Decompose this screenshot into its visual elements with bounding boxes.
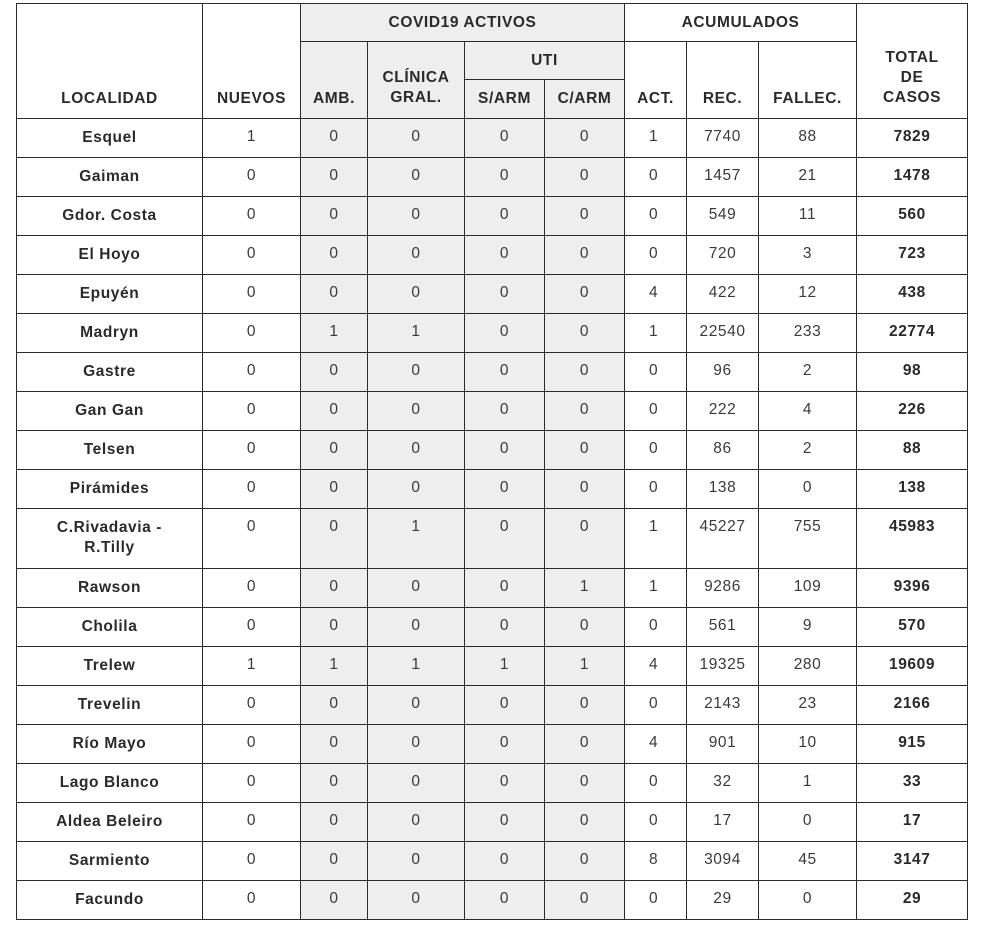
- cell-uti-c-arm: 0: [545, 608, 625, 647]
- cell-fallec: 0: [759, 803, 857, 842]
- cell-nuevos: 0: [203, 275, 301, 314]
- cell-amb: 1: [301, 647, 368, 686]
- cell-fallec: 3: [759, 236, 857, 275]
- cell-uti-c-arm: 0: [545, 842, 625, 881]
- cell-act: 1: [625, 569, 687, 608]
- cell-localidad: Sarmiento: [17, 842, 203, 881]
- cell-clinica-gral: 0: [368, 158, 465, 197]
- cell-localidad: El Hoyo: [17, 236, 203, 275]
- cell-fallec: 12: [759, 275, 857, 314]
- cell-rec: 549: [687, 197, 759, 236]
- cell-fallec: 2: [759, 353, 857, 392]
- cell-localidad: Aldea Beleiro: [17, 803, 203, 842]
- cell-uti-c-arm: 0: [545, 509, 625, 569]
- cell-uti-c-arm: 0: [545, 353, 625, 392]
- cell-act: 4: [625, 275, 687, 314]
- cell-nuevos: 0: [203, 725, 301, 764]
- cell-nuevos: 0: [203, 764, 301, 803]
- cell-nuevos: 0: [203, 881, 301, 920]
- cell-rec: 19325: [687, 647, 759, 686]
- cell-localidad: Río Mayo: [17, 725, 203, 764]
- table-row: [17, 158, 968, 197]
- cell-uti-s-arm: 1: [465, 647, 545, 686]
- cell-uti-c-arm: 0: [545, 725, 625, 764]
- cell-rec: 2143: [687, 686, 759, 725]
- cell-nuevos: 0: [203, 392, 301, 431]
- cell-act: 0: [625, 608, 687, 647]
- cell-rec: 7740: [687, 119, 759, 158]
- cell-localidad: Trevelin: [17, 686, 203, 725]
- cell-uti-s-arm: 0: [465, 158, 545, 197]
- cell-uti-c-arm: 0: [545, 158, 625, 197]
- cell-nuevos: 0: [203, 842, 301, 881]
- cell-uti-s-arm: 0: [465, 275, 545, 314]
- cell-total-casos: 19609: [857, 647, 968, 686]
- header-acumulados: ACUMULADOS: [625, 4, 857, 42]
- cell-total-casos: 138: [857, 470, 968, 509]
- table-row: [17, 764, 968, 803]
- cell-total-casos: 7829: [857, 119, 968, 158]
- cell-act: 0: [625, 470, 687, 509]
- cell-localidad: Lago Blanco: [17, 764, 203, 803]
- cell-nuevos: 0: [203, 197, 301, 236]
- table-row: [17, 686, 968, 725]
- cell-amb: 0: [301, 569, 368, 608]
- cell-uti-s-arm: 0: [465, 431, 545, 470]
- cell-amb: 1: [301, 314, 368, 353]
- cell-rec: 29: [687, 881, 759, 920]
- cell-act: 0: [625, 236, 687, 275]
- cell-localidad: Esquel: [17, 119, 203, 158]
- cell-clinica-gral: 0: [368, 608, 465, 647]
- cell-total-casos: 560: [857, 197, 968, 236]
- cell-uti-s-arm: 0: [465, 686, 545, 725]
- header-clinica-gral: [368, 42, 465, 119]
- cell-nuevos: 0: [203, 608, 301, 647]
- cell-act: 0: [625, 881, 687, 920]
- cell-clinica-gral: 0: [368, 431, 465, 470]
- cell-uti-c-arm: 0: [545, 764, 625, 803]
- header-covid19-activos: COVID19 ACTIVOS: [301, 4, 625, 42]
- cell-localidad-line2: R.Tilly: [84, 539, 135, 556]
- cell-clinica-gral: 0: [368, 764, 465, 803]
- cell-act: 8: [625, 842, 687, 881]
- table-row: [17, 608, 968, 647]
- cell-amb: 0: [301, 275, 368, 314]
- cell-total-casos: 88: [857, 431, 968, 470]
- cell-localidad: Gastre: [17, 353, 203, 392]
- cell-fallec: 88: [759, 119, 857, 158]
- cell-uti-s-arm: 0: [465, 236, 545, 275]
- cell-localidad-line1: C.Rivadavia -: [56, 519, 163, 536]
- cell-uti-s-arm: 0: [465, 197, 545, 236]
- table-row: [17, 314, 968, 353]
- header-clinica-line1: CLÍNICA: [382, 69, 450, 86]
- cell-rec: 720: [687, 236, 759, 275]
- cell-uti-c-arm: 0: [545, 431, 625, 470]
- cell-nuevos: 0: [203, 803, 301, 842]
- cell-localidad: Cholila: [17, 608, 203, 647]
- cell-uti-s-arm: 0: [465, 392, 545, 431]
- cell-rec: 561: [687, 608, 759, 647]
- cell-total-casos: 9396: [857, 569, 968, 608]
- cell-amb: 0: [301, 353, 368, 392]
- cell-fallec: 10: [759, 725, 857, 764]
- cell-clinica-gral: 0: [368, 392, 465, 431]
- cell-uti-c-arm: 0: [545, 197, 625, 236]
- table-row: [17, 647, 968, 686]
- cell-uti-s-arm: 0: [465, 119, 545, 158]
- cell-total-casos: 33: [857, 764, 968, 803]
- cell-uti-s-arm: 0: [465, 842, 545, 881]
- cell-rec: 22540: [687, 314, 759, 353]
- cell-amb: 0: [301, 842, 368, 881]
- header-clinica-line2: GRAL.: [390, 89, 442, 106]
- header-amb: AMB.: [301, 42, 368, 119]
- cell-rec: 422: [687, 275, 759, 314]
- cell-clinica-gral: 1: [368, 647, 465, 686]
- cell-act: 0: [625, 158, 687, 197]
- table-row: [17, 725, 968, 764]
- cell-rec: 86: [687, 431, 759, 470]
- cell-nuevos: 1: [203, 119, 301, 158]
- cell-clinica-gral: 0: [368, 236, 465, 275]
- cell-amb: 0: [301, 236, 368, 275]
- cell-total-casos: 915: [857, 725, 968, 764]
- cell-act: 0: [625, 431, 687, 470]
- cell-nuevos: 0: [203, 431, 301, 470]
- cell-clinica-gral: 0: [368, 686, 465, 725]
- cell-total-casos: 570: [857, 608, 968, 647]
- header-uti: UTI: [465, 42, 625, 80]
- table-row: [17, 842, 968, 881]
- table-header: [17, 4, 968, 119]
- cell-total-casos: 723: [857, 236, 968, 275]
- cell-total-casos: 45983: [857, 509, 968, 569]
- cell-total-casos: 3147: [857, 842, 968, 881]
- table-row: [17, 392, 968, 431]
- cell-total-casos: 226: [857, 392, 968, 431]
- cell-nuevos: 0: [203, 236, 301, 275]
- table-row: [17, 197, 968, 236]
- cell-amb: 0: [301, 158, 368, 197]
- cell-localidad: Facundo: [17, 881, 203, 920]
- cell-amb: 0: [301, 686, 368, 725]
- cell-nuevos: 0: [203, 509, 301, 569]
- cell-uti-s-arm: 0: [465, 881, 545, 920]
- cell-fallec: 1: [759, 764, 857, 803]
- cell-fallec: 21: [759, 158, 857, 197]
- table-row: [17, 509, 968, 569]
- cell-amb: 0: [301, 803, 368, 842]
- table-row: [17, 275, 968, 314]
- cell-rec: 9286: [687, 569, 759, 608]
- cell-clinica-gral: 0: [368, 470, 465, 509]
- cell-localidad: Telsen: [17, 431, 203, 470]
- cell-act: 0: [625, 803, 687, 842]
- cell-fallec: 9: [759, 608, 857, 647]
- table-row: [17, 470, 968, 509]
- cell-clinica-gral: 1: [368, 509, 465, 569]
- cell-nuevos: 0: [203, 686, 301, 725]
- cell-fallec: 2: [759, 431, 857, 470]
- cell-uti-s-arm: 0: [465, 803, 545, 842]
- cell-clinica-gral: 1: [368, 314, 465, 353]
- cell-nuevos: 0: [203, 353, 301, 392]
- cell-amb: 0: [301, 725, 368, 764]
- cell-nuevos: 0: [203, 158, 301, 197]
- cell-localidad: Gaiman: [17, 158, 203, 197]
- cell-fallec: 0: [759, 470, 857, 509]
- cell-uti-c-arm: 0: [545, 392, 625, 431]
- cell-localidad: Rawson: [17, 569, 203, 608]
- cell-total-casos: 438: [857, 275, 968, 314]
- cell-total-casos: 2166: [857, 686, 968, 725]
- cell-amb: 0: [301, 608, 368, 647]
- cell-total-casos: 1478: [857, 158, 968, 197]
- cell-uti-c-arm: 0: [545, 236, 625, 275]
- cell-rec: 138: [687, 470, 759, 509]
- table-row: [17, 803, 968, 842]
- cell-amb: 0: [301, 470, 368, 509]
- cell-fallec: 11: [759, 197, 857, 236]
- header-fallec: FALLEC.: [759, 42, 857, 119]
- cell-uti-c-arm: 0: [545, 470, 625, 509]
- cell-localidad: Epuyén: [17, 275, 203, 314]
- cell-uti-c-arm: 1: [545, 569, 625, 608]
- cell-amb: 0: [301, 764, 368, 803]
- header-total-line2: DE: [900, 69, 924, 86]
- header-total-casos: [857, 4, 968, 119]
- cell-act: 0: [625, 764, 687, 803]
- cell-rec: 222: [687, 392, 759, 431]
- cell-uti-c-arm: 1: [545, 647, 625, 686]
- cell-act: 1: [625, 119, 687, 158]
- cell-rec: 3094: [687, 842, 759, 881]
- table-row: [17, 119, 968, 158]
- cell-act: 4: [625, 725, 687, 764]
- cell-uti-c-arm: 0: [545, 314, 625, 353]
- cell-uti-c-arm: 0: [545, 803, 625, 842]
- cell-clinica-gral: 0: [368, 881, 465, 920]
- table-row: [17, 569, 968, 608]
- cell-uti-c-arm: 0: [545, 881, 625, 920]
- cell-nuevos: 0: [203, 314, 301, 353]
- cell-amb: 0: [301, 392, 368, 431]
- cell-rec: 17: [687, 803, 759, 842]
- cell-rec: 96: [687, 353, 759, 392]
- cell-uti-s-arm: 0: [465, 569, 545, 608]
- cell-uti-s-arm: 0: [465, 470, 545, 509]
- cell-nuevos: 0: [203, 470, 301, 509]
- cell-act: 0: [625, 353, 687, 392]
- table-body: [17, 119, 968, 920]
- cell-fallec: 233: [759, 314, 857, 353]
- cell-fallec: 280: [759, 647, 857, 686]
- cell-localidad: [17, 509, 203, 569]
- cell-fallec: 109: [759, 569, 857, 608]
- cell-act: 1: [625, 314, 687, 353]
- cell-uti-c-arm: 0: [545, 686, 625, 725]
- cell-fallec: 755: [759, 509, 857, 569]
- cell-uti-s-arm: 0: [465, 509, 545, 569]
- cell-rec: 32: [687, 764, 759, 803]
- cell-clinica-gral: 0: [368, 842, 465, 881]
- cell-fallec: 4: [759, 392, 857, 431]
- cell-clinica-gral: 0: [368, 197, 465, 236]
- cell-clinica-gral: 0: [368, 725, 465, 764]
- cell-clinica-gral: 0: [368, 275, 465, 314]
- cell-fallec: 23: [759, 686, 857, 725]
- cell-act: 0: [625, 197, 687, 236]
- cell-act: 0: [625, 392, 687, 431]
- cell-clinica-gral: 0: [368, 119, 465, 158]
- cell-localidad: Trelew: [17, 647, 203, 686]
- header-act: ACT.: [625, 42, 687, 119]
- cell-act: 4: [625, 647, 687, 686]
- cell-total-casos: 98: [857, 353, 968, 392]
- cell-fallec: 45: [759, 842, 857, 881]
- cell-amb: 0: [301, 431, 368, 470]
- cell-clinica-gral: 0: [368, 803, 465, 842]
- cell-clinica-gral: 0: [368, 569, 465, 608]
- header-nuevos: NUEVOS: [203, 4, 301, 119]
- cell-uti-s-arm: 0: [465, 764, 545, 803]
- header-total-line1: TOTAL: [885, 49, 939, 66]
- table-row: [17, 431, 968, 470]
- cell-rec: 901: [687, 725, 759, 764]
- cell-amb: 0: [301, 509, 368, 569]
- cell-clinica-gral: 0: [368, 353, 465, 392]
- cell-act: 0: [625, 686, 687, 725]
- cell-rec: 45227: [687, 509, 759, 569]
- cell-uti-s-arm: 0: [465, 353, 545, 392]
- cell-uti-s-arm: 0: [465, 608, 545, 647]
- cell-uti-s-arm: 0: [465, 725, 545, 764]
- cell-localidad: Madryn: [17, 314, 203, 353]
- cell-total-casos: 29: [857, 881, 968, 920]
- cell-amb: 0: [301, 119, 368, 158]
- header-rec: REC.: [687, 42, 759, 119]
- cell-act: 1: [625, 509, 687, 569]
- cell-fallec: 0: [759, 881, 857, 920]
- cell-total-casos: 22774: [857, 314, 968, 353]
- cell-localidad: Gan Gan: [17, 392, 203, 431]
- cell-localidad: Gdor. Costa: [17, 197, 203, 236]
- cell-total-casos: 17: [857, 803, 968, 842]
- header-s-arm: S/ARM: [465, 80, 545, 119]
- cell-nuevos: 0: [203, 569, 301, 608]
- table-row: [17, 236, 968, 275]
- header-c-arm: C/ARM: [545, 80, 625, 119]
- cell-uti-s-arm: 0: [465, 314, 545, 353]
- cell-rec: 1457: [687, 158, 759, 197]
- header-total-line3: CASOS: [882, 89, 942, 106]
- cell-amb: 0: [301, 197, 368, 236]
- cell-nuevos: 1: [203, 647, 301, 686]
- table-row: [17, 881, 968, 920]
- cell-amb: 0: [301, 881, 368, 920]
- cell-uti-c-arm: 0: [545, 275, 625, 314]
- covid-cases-table: [16, 3, 968, 920]
- cell-uti-c-arm: 0: [545, 119, 625, 158]
- cell-localidad: Pirámides: [17, 470, 203, 509]
- table-row: [17, 353, 968, 392]
- header-localidad: LOCALIDAD: [17, 4, 203, 119]
